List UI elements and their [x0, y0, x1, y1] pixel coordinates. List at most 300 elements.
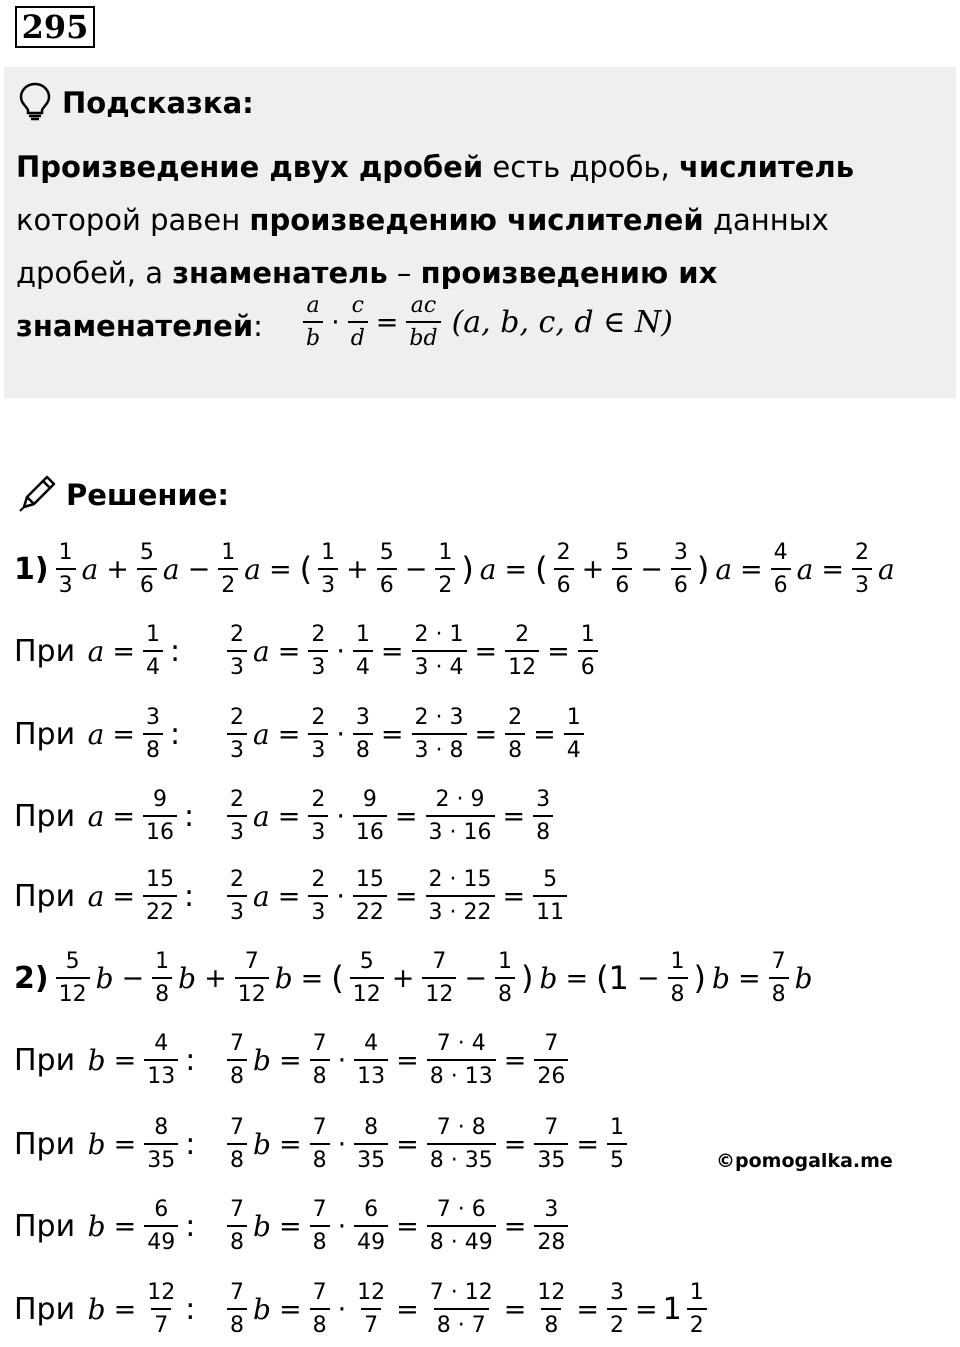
operator: + [346, 553, 369, 585]
solution-header [18, 473, 229, 517]
formula-condition: (a, b, c, d ∈ N) [451, 304, 673, 340]
hint-formula [300, 289, 673, 355]
numerator: 3 [145, 704, 160, 730]
fraction [612, 539, 632, 598]
denominator: 8 · 49 [427, 1225, 496, 1254]
denominator: 3 [227, 650, 247, 679]
denominator: 12 [350, 977, 384, 1006]
operator: = [375, 306, 399, 338]
pencil-icon [18, 473, 58, 517]
numerator: 2 [311, 621, 326, 647]
fraction [495, 948, 515, 1007]
parenthesis: ) [696, 550, 710, 588]
numerator: 1 [145, 621, 160, 647]
fraction [435, 539, 455, 598]
task-number: 295 [15, 6, 95, 48]
fraction [318, 539, 338, 598]
denominator: 8 [310, 1308, 330, 1337]
fraction [235, 948, 269, 1007]
numerator: 15 [145, 866, 174, 892]
pri-label: При [14, 633, 76, 669]
operator: = [503, 1128, 527, 1160]
denominator: 49 [354, 1225, 388, 1254]
operator: + [581, 553, 605, 585]
fraction [227, 1030, 247, 1089]
operator: = [113, 1293, 137, 1325]
numerator: 2 · 1 [414, 621, 464, 647]
fraction [308, 866, 328, 925]
formula-den: bd [406, 321, 440, 350]
fraction [227, 1114, 247, 1173]
solution-line-b-12-7: При b = $\frac{12}{7}$ : $\frac{7}{8}$ b = $\frac{7}{8}$ · $\frac{12}{7}$ = $\frac{7 \cdot 12}{8 \cdot 7}$ = $\frac{12}{8}$ = $\frac{3}{2}$ = 1 $\frac{1}{2}$ [14, 1274, 195, 1344]
denominator: 8 [668, 977, 688, 1006]
denominator: 3 [227, 733, 247, 762]
numerator: 1 [689, 1279, 704, 1305]
hint-t7: знаменатель [172, 256, 388, 290]
operator: − [187, 553, 211, 585]
numerator: 2 · 9 [435, 786, 485, 812]
numerator: 6 [154, 1196, 169, 1222]
denominator: 8 · 13 [427, 1059, 496, 1088]
fraction [218, 539, 238, 598]
operator: = [740, 553, 763, 585]
solution-line-a-1-4: При a = $\frac{1}{4}$ : $\frac{2}{3}$ a = $\frac{2}{3}$ · $\frac{1}{4}$ = $\frac{2 \cdot 1}{3 \cdot 4}$ = $\frac{2}{12}$ = $\frac{1}{6}$ [14, 616, 180, 686]
solution-line-b-6-49: При b = $\frac{6}{49}$ : $\frac{7}{8}$ b = $\frac{7}{8}$ · $\frac{6}{49}$ = $\frac{7 \cdot 6}{8 \cdot 49}$ = $\frac{3}{28}$ [14, 1191, 195, 1261]
numerator: 5 [359, 948, 374, 974]
numerator: 12 [537, 1279, 566, 1305]
denominator: 12 [56, 977, 90, 1006]
numerator: 2 [508, 704, 523, 730]
variable: a [253, 717, 270, 751]
operator: = [737, 962, 761, 994]
denominator: 8 · 7 [434, 1308, 489, 1337]
formula-frac [303, 292, 323, 351]
fraction [534, 1279, 568, 1338]
denominator: 16 [353, 815, 387, 844]
variable: b [253, 1127, 271, 1161]
numerator: 1 [355, 621, 370, 647]
operator: = [268, 553, 292, 585]
operator: = [278, 1044, 302, 1076]
operator: = [394, 880, 418, 912]
fraction [354, 1279, 388, 1338]
operator: = [474, 635, 498, 667]
solution-line-part2 [14, 943, 816, 1013]
formula-num: ac [410, 292, 437, 318]
denominator: 28 [534, 1225, 568, 1254]
operator: · [337, 1128, 347, 1160]
fraction [505, 704, 525, 763]
numerator: 2 · 15 [428, 866, 492, 892]
variable: b [178, 961, 197, 995]
variable: b [253, 1292, 271, 1326]
numerator: 7 [544, 1114, 559, 1140]
hint-t2: есть дробь, [483, 150, 679, 184]
fraction [505, 621, 539, 680]
operator: = [113, 1044, 137, 1076]
fraction [668, 948, 688, 1007]
fraction [310, 1114, 330, 1173]
operator: = [474, 718, 498, 750]
operator: = [300, 962, 324, 994]
pri-label: При [14, 1291, 76, 1327]
fraction [607, 1114, 627, 1173]
parenthesis: ( [331, 959, 344, 997]
fraction [353, 866, 387, 925]
denominator: 8 [495, 977, 515, 1006]
formula-frac [406, 292, 440, 351]
denominator: 8 [541, 1308, 561, 1337]
operator: = [277, 800, 301, 832]
computation [224, 699, 587, 769]
fraction [227, 621, 247, 680]
operator: − [404, 553, 428, 585]
parenthesis: ) [693, 959, 707, 997]
fraction [769, 948, 789, 1007]
numerator: 5 [543, 866, 558, 892]
numerator: 7 [230, 1279, 244, 1305]
fraction [353, 786, 387, 845]
numerator: 7 · 8 [436, 1114, 486, 1140]
numerator: 2 [311, 704, 326, 730]
pri-label: При [14, 1208, 76, 1244]
numerator: 7 [230, 1030, 244, 1056]
pri-label: При [14, 798, 76, 834]
fraction [427, 1279, 496, 1338]
operator: = [502, 880, 526, 912]
denominator: 3 [308, 650, 328, 679]
denominator: 12 [422, 977, 456, 1006]
numerator: 4 [364, 1030, 379, 1056]
denominator: 8 [143, 733, 163, 762]
operator: · [337, 1044, 347, 1076]
denominator: 8 [310, 1059, 330, 1088]
fraction [852, 539, 872, 598]
numerator: 2 [311, 866, 326, 892]
numerator: 12 [147, 1279, 176, 1305]
denominator: 6 [771, 568, 791, 597]
operator: = [277, 880, 301, 912]
operator: = [278, 1293, 302, 1325]
operator: = [502, 800, 526, 832]
computation: $\frac{7}{8}$ b = $\frac{7}{8}$ · $\frac{12}{7}$ = $\frac{7 \cdot 12}{8 \cdot 7}$ = $\frac{12}{8}$ = $\frac{3}{2}$ = 1 $\frac{1}{2}$ [224, 1274, 710, 1344]
variable: a [479, 552, 497, 586]
hint-t1: Произведение двух дробей [16, 150, 484, 184]
computation [224, 1191, 571, 1261]
formula-den: d [348, 321, 368, 350]
hint-t10: : [253, 309, 263, 343]
fraction [533, 786, 553, 845]
variable: a [253, 879, 270, 913]
numerator: 9 [152, 786, 167, 812]
numerator: 1 [580, 621, 595, 647]
fraction [143, 621, 163, 680]
variable: a [87, 717, 105, 751]
numerator: 5 [65, 948, 80, 974]
operator: = [503, 1044, 527, 1076]
denominator: 3 [318, 568, 338, 597]
denominator: 11 [533, 895, 567, 924]
operator: = [112, 718, 135, 750]
fraction [564, 704, 584, 763]
fraction [422, 948, 456, 1007]
denominator: 8 [227, 1225, 247, 1254]
numerator: 1 [610, 1114, 625, 1140]
fraction [227, 1279, 247, 1338]
hint-t9: произведению их знаменателей [16, 256, 718, 343]
parenthesis: ( [299, 550, 313, 588]
variable: b [87, 1043, 106, 1077]
denominator: 8 [505, 733, 525, 762]
hint-box [4, 67, 956, 398]
variable: a [81, 552, 99, 586]
operator: + [391, 962, 415, 994]
pri-label: При [14, 1126, 76, 1162]
numerator: 4 [773, 539, 788, 565]
numerator: 1 [221, 539, 236, 565]
fraction [56, 539, 76, 598]
operator: = [503, 1293, 527, 1325]
fraction [152, 948, 172, 1007]
numerator: 2 [515, 621, 530, 647]
numerator: 1 [155, 948, 170, 974]
denominator: 6 [377, 568, 397, 597]
fraction [137, 539, 157, 598]
fraction [354, 1030, 388, 1089]
fraction [427, 1030, 496, 1089]
denominator: 6 [554, 568, 574, 597]
variable: a [715, 552, 733, 586]
fraction [143, 786, 177, 845]
variable: a [87, 634, 105, 668]
fraction [227, 1196, 247, 1255]
operator: = [396, 1044, 419, 1076]
numerator: 7 [230, 1114, 244, 1140]
denominator: 8 [353, 733, 373, 762]
denominator: 26 [534, 1059, 568, 1088]
fraction [227, 786, 247, 845]
formula-den: b [303, 321, 323, 350]
lightbulb-icon [18, 81, 52, 125]
operator: = [396, 1128, 419, 1160]
denominator: 3 · 4 [412, 650, 467, 679]
numerator: 7 · 4 [436, 1030, 486, 1056]
computation [224, 781, 556, 851]
numerator: 4 [154, 1030, 169, 1056]
variable: a [253, 799, 270, 833]
operator: = [112, 880, 135, 912]
variable: b [539, 961, 558, 995]
numerator: 2 [855, 539, 869, 565]
fraction [427, 1196, 496, 1255]
operator: = [503, 1210, 527, 1242]
denominator: 3 · 22 [426, 895, 495, 924]
fraction [310, 1196, 330, 1255]
denominator: 35 [144, 1143, 178, 1172]
numerator: 3 [610, 1279, 625, 1305]
fraction [412, 621, 467, 680]
solution-line-b-8-35: При b = $\frac{8}{35}$ : $\frac{7}{8}$ b = $\frac{7}{8}$ · $\frac{8}{35}$ = $\frac{7 \cdot 8}{8 \cdot 35}$ = $\frac{7}{35}$ = $\frac{1}{5}$ [14, 1109, 195, 1179]
denominator: 35 [354, 1143, 388, 1172]
variable: b [794, 961, 813, 995]
operator: · [336, 635, 345, 667]
denominator: 16 [143, 815, 177, 844]
denominator: 3 [308, 733, 328, 762]
parenthesis: ) [461, 550, 474, 588]
numerator: 7 [230, 1196, 244, 1222]
variable: a [244, 552, 261, 586]
fraction [56, 948, 90, 1007]
fraction [771, 539, 791, 598]
denominator: 3 · 8 [412, 733, 467, 762]
fraction [534, 1114, 568, 1173]
operator: = [277, 635, 301, 667]
numerator: 7 [312, 1196, 327, 1222]
fraction [533, 866, 567, 925]
hint-t6: данных дробей, а [16, 203, 829, 290]
numerator: 2 [230, 786, 244, 812]
fraction [227, 704, 247, 763]
parenthesis: ( [535, 550, 548, 588]
formula-num: c [351, 292, 364, 318]
fraction [144, 1279, 178, 1338]
fraction [144, 1030, 178, 1089]
operator: + [106, 553, 129, 585]
denominator: 12 [505, 650, 539, 679]
numerator: 2 [311, 786, 326, 812]
denominator: 2 [435, 568, 455, 597]
formula-frac [348, 292, 368, 351]
denominator: 6 [612, 568, 632, 597]
numerator: 15 [355, 866, 384, 892]
operator: = [112, 635, 135, 667]
denominator: 8 [227, 1143, 247, 1172]
numerator: 2 [230, 621, 244, 647]
operator: = [396, 1293, 419, 1325]
numerator: 1 [58, 539, 73, 565]
operator: = [547, 635, 570, 667]
pri-label: При [14, 878, 76, 914]
variable: b [87, 1127, 106, 1161]
fraction [671, 539, 691, 598]
operator: = [576, 1293, 600, 1325]
numerator: 3 [544, 1196, 559, 1222]
numerator: 7 · 6 [436, 1196, 486, 1222]
operator: = [112, 800, 135, 832]
fraction [578, 621, 598, 680]
denominator: 8 [310, 1143, 330, 1172]
operator: = [565, 962, 589, 994]
denominator: 8 [227, 1059, 247, 1088]
fraction [308, 621, 328, 680]
pri-label: При [14, 716, 76, 752]
denominator: 6 [578, 650, 598, 679]
numerator: 6 [364, 1196, 379, 1222]
denominator: 8 · 35 [427, 1143, 496, 1172]
numerator: 5 [379, 539, 394, 565]
fraction [354, 1196, 388, 1255]
operator: = [635, 1293, 658, 1325]
numerator: 1 [438, 539, 453, 565]
numerator: 1 [321, 539, 336, 565]
variable: a [878, 552, 895, 586]
hint-title: Подсказка: [62, 86, 254, 120]
fraction [144, 1114, 178, 1173]
fraction [554, 539, 574, 598]
denominator: 2 [687, 1308, 707, 1337]
computation [224, 616, 601, 686]
operator: − [636, 962, 660, 994]
computation [224, 1109, 630, 1179]
variable: a [162, 552, 180, 586]
denominator: 8 [310, 1225, 330, 1254]
denominator: 4 [353, 650, 373, 679]
fraction [687, 1279, 707, 1338]
computation [224, 861, 570, 931]
denominator: 3 [227, 895, 247, 924]
denominator: 13 [144, 1059, 178, 1088]
denominator: 8 [769, 977, 789, 1006]
fraction [426, 866, 495, 925]
numerator: 7 [312, 1114, 327, 1140]
denominator: 3 [308, 895, 328, 924]
fraction [144, 1196, 178, 1255]
formula-num: a [306, 292, 320, 318]
site-credit: ©pomogalka.me [716, 1150, 893, 1172]
denominator: 35 [534, 1143, 568, 1172]
solution-line-a-9-16: При a = $\frac{9}{16}$ : $\frac{2}{3}$ a = $\frac{2}{3}$ · $\frac{9}{16}$ = $\frac{2 \cdot 9}{3 \cdot 16}$ = $\frac{3}{8}$ [14, 781, 194, 851]
denominator: 22 [143, 895, 177, 924]
denominator: 13 [354, 1059, 388, 1088]
variable: a [796, 552, 814, 586]
numerator: 8 [154, 1114, 169, 1140]
fraction [308, 704, 328, 763]
fraction [227, 866, 247, 925]
operator: − [640, 553, 663, 585]
denominator: 2 [218, 568, 238, 597]
fraction [426, 786, 495, 845]
operator: + [204, 962, 227, 994]
solution-line-b-4-13: При b = $\frac{4}{13}$ : $\frac{7}{8}$ b = $\frac{7}{8}$ · $\frac{4}{13}$ = $\frac{7 \cdot 4}{8 \cdot 13}$ = $\frac{7}{26}$ [14, 1025, 195, 1095]
denominator: 3 [852, 568, 872, 597]
parenthesis: (1 [596, 959, 629, 997]
solution-title: Решение: [66, 478, 230, 512]
denominator: 3 [56, 568, 76, 597]
hint-t5: произведению числителей [249, 203, 704, 237]
operator: = [394, 800, 418, 832]
variable: b [95, 961, 114, 995]
denominator: 3 [308, 815, 328, 844]
numerator: 3 [536, 786, 551, 812]
operator: − [121, 962, 145, 994]
variable: b [87, 1292, 106, 1326]
fraction [354, 1114, 388, 1173]
operator: = [277, 718, 301, 750]
part2-label: 2) [14, 960, 49, 996]
fraction [353, 704, 373, 763]
solution-line-a-15-22: При a = $\frac{15}{22}$ : $\frac{2}{3}$ a = $\frac{2}{3}$ · $\frac{15}{22}$ = $\frac{2 \cdot 15}{3 \cdot 22}$ = $\frac{5}{11}$ [14, 861, 194, 931]
operator: = [278, 1128, 302, 1160]
numerator: 7 [312, 1279, 327, 1305]
fraction [534, 1196, 568, 1255]
variable: a [87, 799, 105, 833]
denominator: 4 [143, 650, 163, 679]
operator: = [504, 553, 528, 585]
operator: · [336, 880, 345, 912]
fraction [308, 786, 328, 845]
parenthesis: ) [521, 959, 534, 997]
fraction [350, 948, 384, 1007]
